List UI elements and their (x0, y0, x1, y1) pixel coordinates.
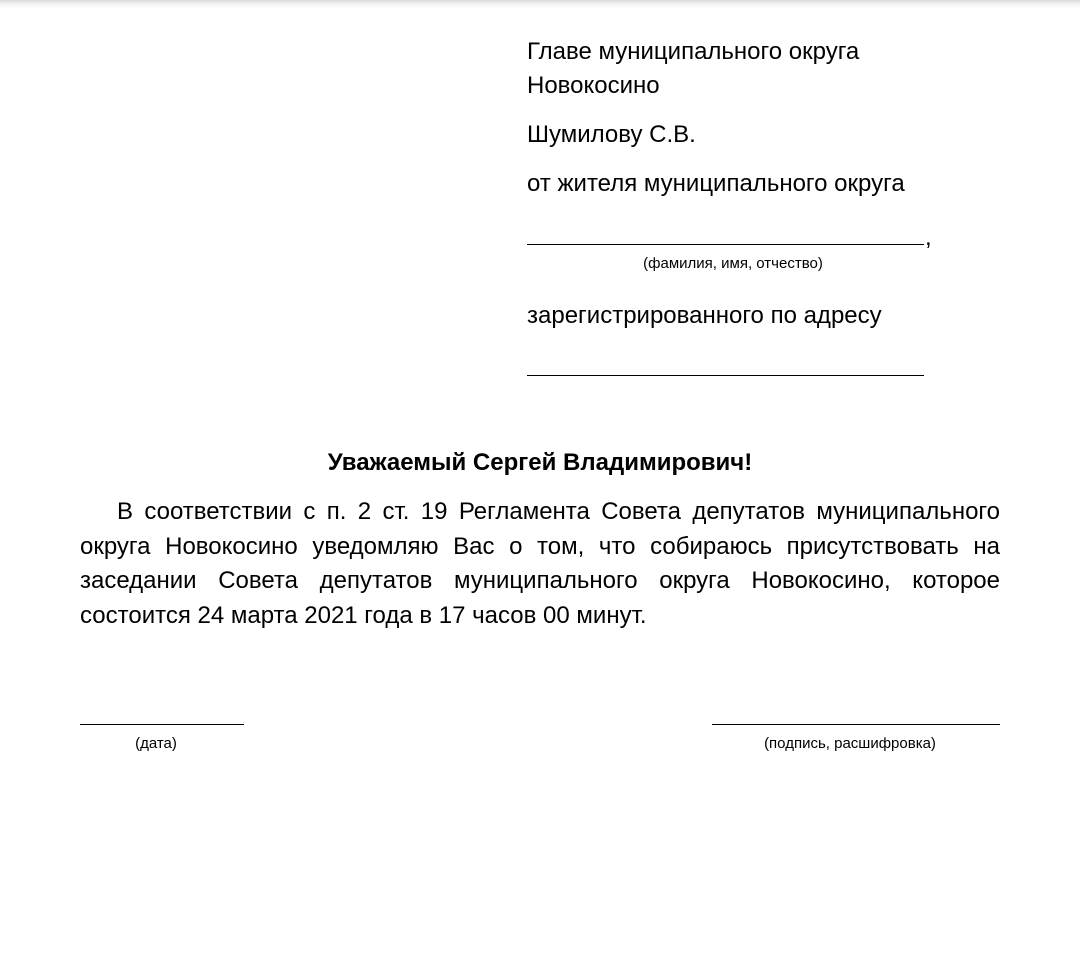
addressee-name: Шумилову С.В. (527, 121, 696, 148)
address-line (527, 375, 924, 376)
registered-address-label: зарегистрированного по адресу (527, 302, 882, 329)
sender-name-line (527, 244, 924, 245)
addressee-line-1: Главе муниципального округа (527, 38, 860, 65)
addressee-line-2: Новокосино (527, 72, 660, 99)
sender-name-comma: , (925, 224, 932, 251)
signature-caption: (подпись, расшифровка) (764, 735, 936, 752)
letter-body: В соответствии с п. 2 ст. 19 Регламента Совета депутатов муниципального округа Новокосино уведомляю Вас о том, что собираюсь присутствовать на заседании Совета депутатов муниципального округа Новокосино, которое состоится 24 марта 2021 года в 17 часов 00 минут. (80, 498, 1000, 629)
date-caption: (дата) (135, 735, 177, 752)
salutation: Уважаемый Сергей Владимирович! (327, 449, 753, 476)
date-line (80, 724, 244, 725)
sender-name-caption: (фамилия, имя, отчество) (643, 255, 823, 272)
signature-line (712, 724, 1000, 725)
sender-intro: от жителя муниципального округа (527, 170, 905, 197)
